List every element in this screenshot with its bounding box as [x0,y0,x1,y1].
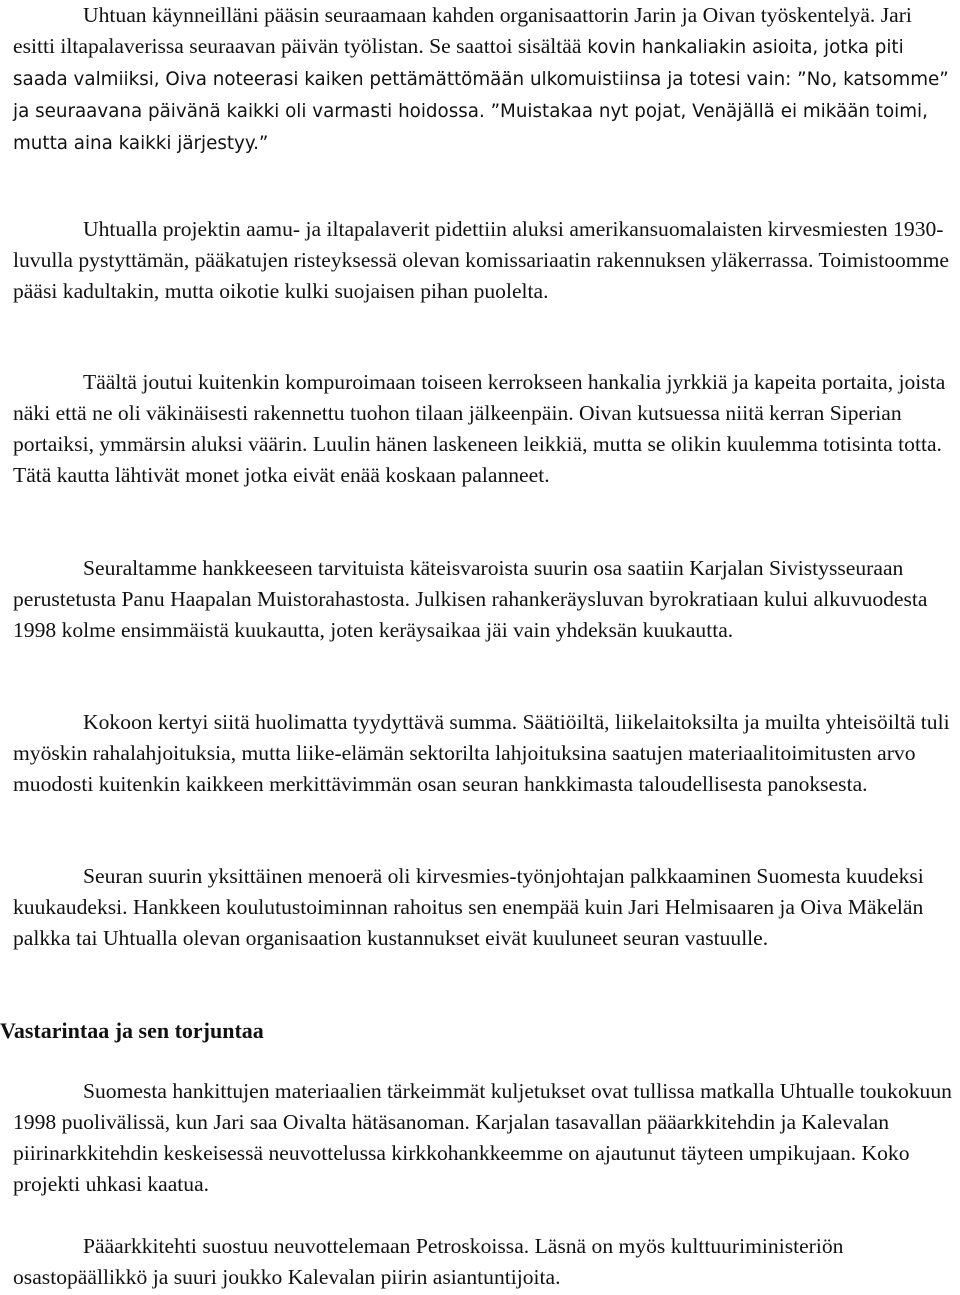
paragraph-4: Seuraltamme hankkeeseen tarvituista käteisvaroista suurin osa saatiin Karjalan Sivistysseuraan perustetusta Panu Haapalan Muistorahastosta. Julkisen rahankeräysluvan byrokratiaan kului alkuvuodesta 1998 kolme ensimmäistä kuukautta, joten keräysaikaa jäi vain yhdeksän kuukautta. [13,556,928,642]
section-heading: Vastarintaa ja sen torjuntaa [0,1018,264,1043]
paragraph-2: Uhtualla projektin aamu- ja iltapalaverit pidettiin aluksi amerikansuomalaisten kirvesmiesten 1930-luvulla pystyttämän, pääkatujen risteyksessä olevan komissariaatin rakennuksen yläkerrassa. Toimistoomme pääsi kadultakin, mutta oikotie kulki suojaisen pihan puolelta. [13,217,949,303]
paragraph-7: Suomesta hankittujen materiaalien tärkeimmät kuljetukset ovat tullissa matkalla Uhtualle toukokuun 1998 puolivälissä, kun Jari saa Oivalta hätäsanoman. Karjalan tasavallan pääarkkitehdin ja Kalevalan piirinarkkitehdin keskeisessä neuvottelussa kirkkohankkeemme on ajautunut täyteen umpikujaan. Koko projekti uhkasi kaatua. [13,1079,952,1196]
paragraph-6: Seuran suurin yksittäinen menoerä oli kirvesmies-työnjohtajan palkkaaminen Suomesta kuudeksi kuukaudeksi. Hankkeen koulutustoiminnan rahoitus sen enempää kuin Jari Helmisaaren ja Oiva Mäkelän palkka tai Uhtualla olevan organisaation kustannukset eivät kuuluneet seuran vastuulle. [13,864,924,950]
paragraph-5: Kokoon kertyi siitä huolimatta tyydyttävä summa. Säätiöiltä, liikelaitoksilta ja muilta yhteisöiltä tuli myöskin rahalahjoituksia, mutta liike-elämän sektorilta lahjoituksina saatujen materiaalitoimitusten arvo muodosti kuitenkin kaikkeen merkittävimmän osan seuran hankkimasta taloudellisesta panoksesta. [13,710,950,796]
paragraph-1-sans-text: kovin hankaliakin asioita, jotka piti saada valmiiksi, Oiva noteerasi kaiken pettämättömään ulkomuistiinsa ja totesi vain: ”No, katsomme” ja seuraavana päivänä kaikki oli varmasti hoidossa. ”Muistakaa nyt pojat, Venäjällä ei mikään toimi, mutta aina kaikki järjestyy.” [13,37,949,154]
paragraph-3: Täältä joutui kuitenkin kompuroimaan toiseen kerrokseen hankalia jyrkkiä ja kapeita portaita, joista näki että ne oli väkinäisesti rakennettu tuohon tilaan jälkeenpäin. Oivan kutsuessa niitä kerran Siperian portaiksi, ymmärsin aluksi väärin. Luulin hänen laskeneen leikkiä, mutta se olikin kuulemma totisinta totta. Tätä kautta lähtivät monet jotka eivät enää koskaan palanneet. [13,370,946,487]
paragraph-8: Pääarkkitehti suostuu neuvottelemaan Petroskoissa. Läsnä on myös kulttuuriministeriön osastopäällikkö ja suuri joukko Kalevalan piirin asiantuntijoita. [13,1234,844,1289]
paragraph-1-serif-text: Uhtuan käynneilläni pääsin seuraamaan kahden organisaattorin Jarin ja Oivan työskentelyä. Jari esitti iltapalaverissa seuraavan päivän työlistan. Se saattoi sisältää [13,3,912,58]
paragraph-1 [13,0,958,159]
